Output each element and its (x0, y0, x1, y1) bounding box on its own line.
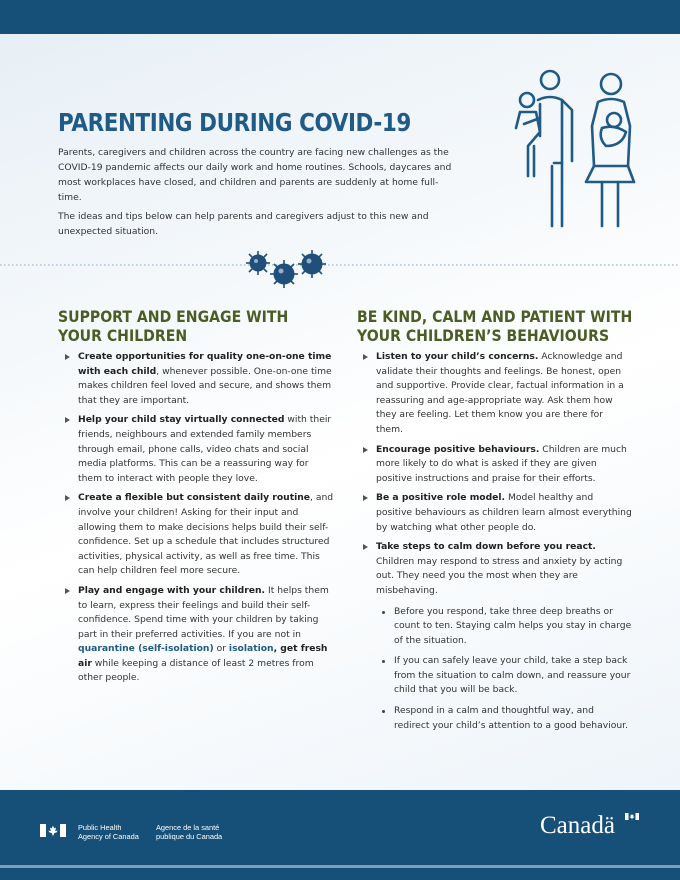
page-title: PARENTING DURING COVID-19 (58, 108, 411, 137)
quarantine-link[interactable]: quarantine (self-isolation) (78, 643, 214, 655)
list-item: Listen to your child’s concerns. Acknowledge and validate their thoughts and feelings. Be honest, open and supportive. Provide clear, factual information in a reassuring and age-appropriate way. Ask them how they are feeling. Let them know you are there for them. (376, 350, 632, 438)
list-item: Create a flexible but consistent daily routine, and involve your children! Asking for their input and allowing them to make decisions helps build their self-confidence. Set up a schedule that includes structured activities, physical activity, as well as free time. This can help children feel more secure. (78, 491, 334, 579)
dotted-divider (0, 262, 680, 268)
list-item: Take steps to calm down before you react. Children may respond to stress and anxiety by acting out. They need you the most when they are misbehaving. Before you respond, take three deep breaths or count to ten. Staying calm helps you stay in charge of the situation. If you can safely leave your child, take a step back from the situation to calm down, and reassure your child that you will be back. Respond in a calm and thoughtful way, and redirect your child’s attention to a good behaviour. (376, 540, 632, 733)
top-banner (0, 0, 680, 34)
wordmark-flag-icon (625, 813, 639, 820)
right-tip-list (376, 350, 632, 739)
bullet-arrow-icon (363, 495, 368, 501)
intro-paragraph-2: The ideas and tips below can help parents and caregivers adjust to this new and unexpected situation. (58, 211, 429, 237)
left-tip-list (78, 350, 334, 691)
bullet-arrow-icon (363, 354, 368, 360)
list-item: Help your child stay virtually connected with their friends, neighbours and extended family members through email, phone calls, video chats and social media platforms. This can be a reassuring way for them to interact with people they love. (78, 413, 334, 486)
agency-name-en: Public Health Agency of Canada (78, 823, 139, 841)
list-item: Be a positive role model. Model healthy and positive behaviours as children learn almost everything by watching what other people do. (376, 491, 632, 535)
list-item: Play and engage with your children. It helps them to learn, express their feelings and build their self-confidence. Spend time with your children by taking part in their preferred activities. If you are not in quarantine (self-isolation) or isolation, get fresh air while keeping a distance of least 2 metres from other people. (78, 584, 334, 686)
footer-stripe (0, 865, 680, 868)
isolation-link[interactable]: isolation (228, 643, 274, 655)
bullet-arrow-icon (363, 447, 368, 453)
sublist-item: Before you respond, take three deep breaths or count to ten. Staying calm helps you stay in charge of the situation. (394, 605, 632, 649)
bullet-arrow-icon (65, 495, 70, 501)
agency-name-fr: Agence de la santé publique du Canada (156, 823, 223, 841)
right-column-heading: BE KIND, CALM AND PATIENT WITH YOUR CHILDREN’S BEHAVIOURS (357, 307, 633, 345)
intro-paragraph: Parents, caregivers and children across the country are facing new challenges as the COVID-19 pandemic affects our daily work and home routines. Schools, daycares and most workplaces have closed, and children and parents are suddenly at home full-time. (58, 147, 452, 203)
canada-flag-icon (40, 824, 66, 837)
bullet-arrow-icon (65, 417, 70, 423)
list-item: Encourage positive behaviours. Children are much more likely to do what is asked if they are given positive instructions and praise for their efforts. (376, 443, 632, 487)
calm-down-sublist (394, 605, 632, 734)
sublist-item: If you can safely leave your child, take a step back from the situation to calm down, and reassure your child that you will be back. (394, 654, 632, 698)
sublist-item: Respond in a calm and thoughtful way, and redirect your child’s attention to a good behaviour. (394, 704, 632, 733)
bullet-arrow-icon (65, 588, 70, 594)
family-icon (510, 66, 640, 236)
bullet-arrow-icon (363, 544, 368, 550)
left-column-heading: SUPPORT AND ENGAGE WITH YOUR CHILDREN (58, 307, 289, 345)
list-item: Create opportunities for quality one-on-one time with each child, whenever possible. One-on-one time makes children feel loved and secure, and shows them that they are important. (78, 350, 334, 408)
canada-wordmark: Canadä (540, 812, 615, 839)
virus-icon (244, 246, 330, 290)
bullet-arrow-icon (65, 354, 70, 360)
